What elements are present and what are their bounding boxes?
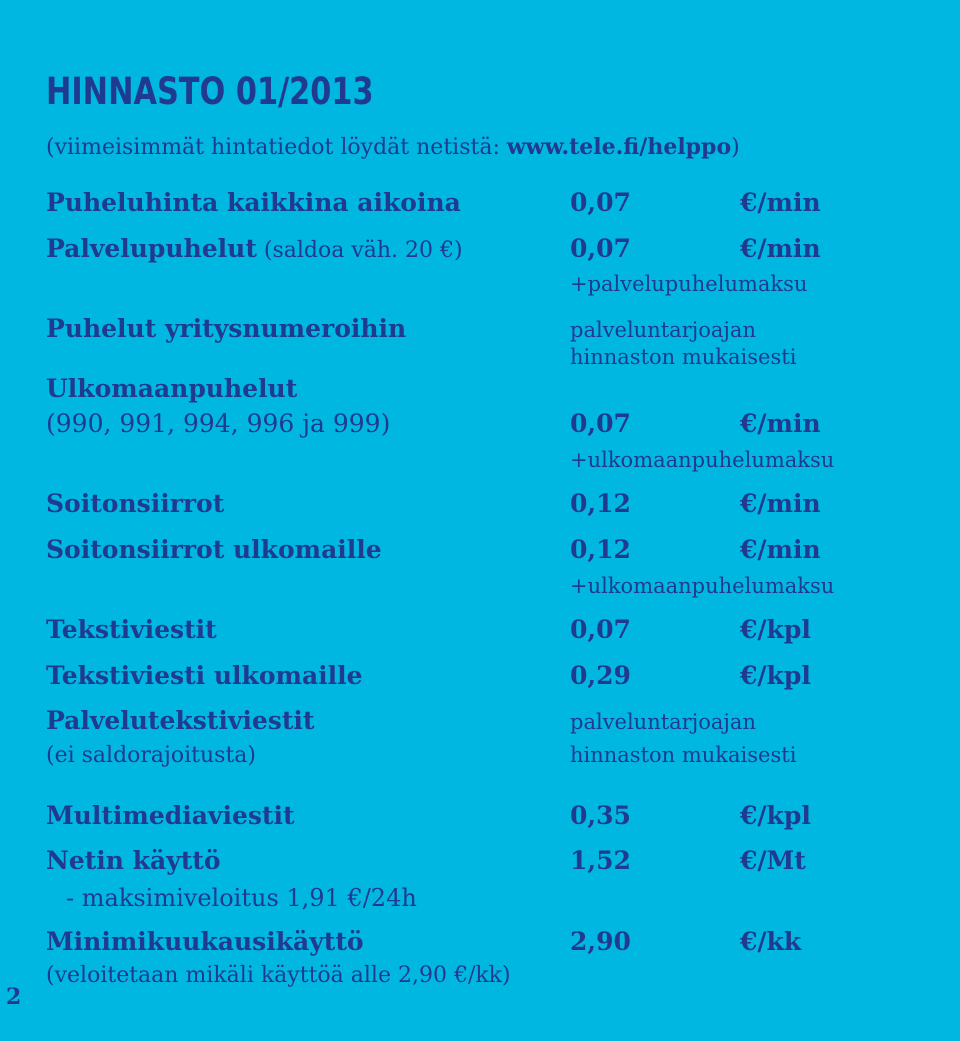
row-value-palvelupuhelut: 0,07 [570, 234, 631, 263]
row-label-text: Palvelupuhelut [46, 234, 257, 263]
row-sub-ulkomaanpuhelut: (990, 991, 994, 996 ja 999) [46, 409, 391, 438]
row-sub-minimikuukausi: (veloitetaan mikäli käyttöä alle 2,90 €/kk) [46, 963, 511, 988]
row-sub-palvelutekstiviestit: (ei saldorajoitusta) [46, 743, 256, 768]
row-label-tekstiviesti-ulkomaille: Tekstiviesti ulkomaille [46, 661, 363, 690]
row-unit-tekstiviesti-ulkomaille: €/kpl [740, 661, 811, 690]
row-unit-soitonsiirrot: €/min [740, 489, 821, 518]
row-label-tekstiviestit: Tekstiviestit [46, 615, 217, 644]
row-label-palvelupuhelut [46, 234, 463, 263]
row-label-multimediaviestit: Multimediaviestit [46, 801, 295, 830]
subtitle [46, 134, 740, 160]
row-unit-multimediaviestit: €/kpl [740, 801, 811, 830]
row-unit-puheluhinta: €/min [740, 188, 821, 217]
page-number: 2 [6, 984, 22, 1010]
row-label-ulkomaanpuhelut: Ulkomaanpuhelut [46, 374, 298, 403]
row-text2-yritysnumerot: hinnaston mukaisesti [570, 345, 797, 369]
row-unit-minimikuukausi: €/kk [740, 927, 802, 956]
row-label-soitonsiirrot: Soitonsiirrot [46, 489, 225, 518]
subtitle-close: ) [731, 135, 740, 160]
row-value-ulkomaanpuhelut: 0,07 [570, 409, 631, 438]
row-unit-tekstiviestit: €/kpl [740, 615, 811, 644]
row-extra-ulkomaanpuhelut: +ulkomaanpuhelumaksu [570, 448, 835, 472]
page-title: HINNASTO 01/2013 [46, 70, 374, 113]
row-value-soitonsiirrot: 0,12 [570, 489, 631, 518]
row-value-tekstiviesti-ulkomaille: 0,29 [570, 661, 631, 690]
row-label-note: (saldoa väh. 20 €) [256, 238, 463, 263]
row-label-puheluhinta: Puheluhinta kaikkina aikoina [46, 188, 461, 217]
row-extra-soitonsiirrot-ulkomaille: +ulkomaanpuhelumaksu [570, 574, 835, 598]
row-text2-palvelutekstiviestit: hinnaston mukaisesti [570, 743, 797, 767]
row-label-yritysnumerot: Puhelut yritysnumeroihin [46, 314, 407, 343]
row-label-soitonsiirrot-ulkomaille: Soitonsiirrot ulkomaille [46, 535, 382, 564]
row-value-multimediaviestit: 0,35 [570, 801, 631, 830]
row-unit-ulkomaanpuhelut: €/min [740, 409, 821, 438]
row-extra-palvelupuhelut: +palvelupuhelumaksu [570, 272, 808, 296]
row-value-puheluhinta: 0,07 [570, 188, 631, 217]
row-value-soitonsiirrot-ulkomaille: 0,12 [570, 535, 631, 564]
row-unit-palvelupuhelut: €/min [740, 234, 821, 263]
row-value-tekstiviestit: 0,07 [570, 615, 631, 644]
row-unit-soitonsiirrot-ulkomaille: €/min [740, 535, 821, 564]
row-label-minimikuukausi: Minimikuukausikäyttö [46, 927, 364, 956]
row-value-netin-kaytto: 1,52 [570, 846, 631, 875]
row-value-minimikuukausi: 2,90 [570, 927, 631, 956]
subtitle-text: (viimeisimmät hintatiedot löydät netistä: [46, 135, 507, 160]
row-unit-netin-kaytto: €/Mt [740, 846, 806, 875]
row-text1-palvelutekstiviestit: palveluntarjoajan [570, 710, 756, 734]
row-text1-yritysnumerot: palveluntarjoajan [570, 318, 756, 342]
row-label-netin-kaytto: Netin käyttö [46, 846, 221, 875]
row-label-palvelutekstiviestit: Palvelutekstiviestit [46, 706, 315, 735]
row-sub-netin-kaytto: - maksimiveloitus 1,91 €/24h [66, 884, 417, 912]
website-link[interactable]: www.tele.fi/helppo [506, 134, 732, 160]
